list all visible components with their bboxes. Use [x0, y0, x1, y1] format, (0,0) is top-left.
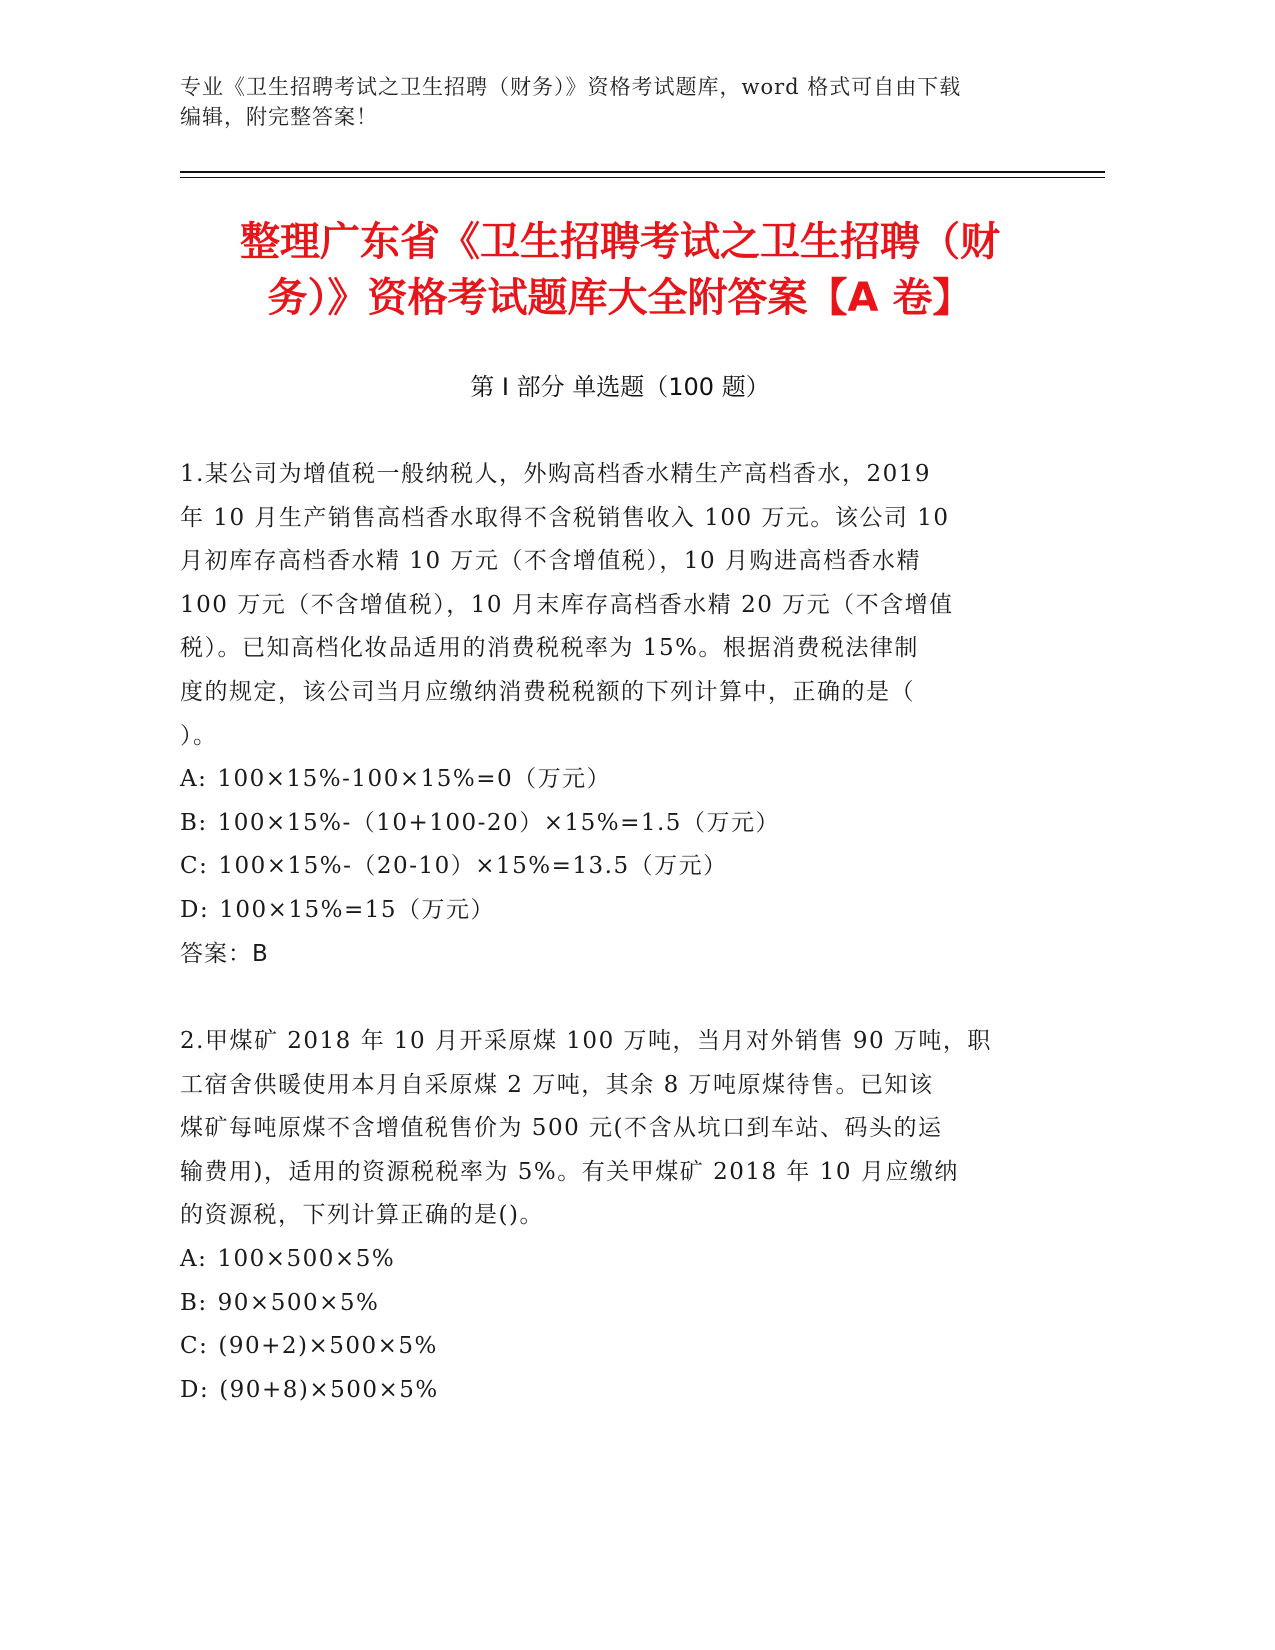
question-1-option-a	[180, 758, 1030, 802]
document-title	[180, 214, 1060, 326]
question-1-line-5: 税）。已知高档化妆品适用的消费税税率为 15%。根据消费税法律制	[180, 635, 919, 662]
option-text: 100×15%-（10+100-20）×15%=1.5（万元）	[217, 809, 780, 836]
document-title-line-2: 务）》资格考试题库大全附答案【A 卷】	[267, 275, 973, 321]
option-key: D:	[180, 896, 210, 923]
question-1-option-b	[180, 802, 1030, 846]
question-2-option-b	[180, 1282, 1030, 1326]
question-1	[180, 453, 1030, 976]
header-note-line-2: 编辑，附完整答案！	[180, 105, 378, 129]
option-key: B:	[180, 1289, 208, 1316]
question-1-line-1: 1.某公司为增值税一般纳税人，外购高档香水精生产高档香水，2019	[180, 461, 931, 487]
option-key: D:	[180, 1376, 210, 1403]
option-key: B:	[180, 809, 208, 836]
header-divider-thin	[180, 177, 1105, 178]
question-1-line-3: 月初库存高档香水精 10 万元（不含增值税），10 月购进高档香水精	[180, 548, 921, 575]
option-key: A:	[180, 766, 208, 793]
question-2	[180, 1020, 1030, 1412]
header-divider-thick	[180, 171, 1105, 173]
section-title: 第 I 部分 单选题（100 题）	[470, 373, 770, 401]
option-text: 100×15%-（20-10）×15%=13.5（万元）	[218, 853, 728, 880]
question-2-line-2: 工宿舍供暖使用本月自采原煤 2 万吨，其余 8 万吨原煤待售。已知该	[180, 1071, 934, 1098]
question-1-answer: 答案：B	[180, 940, 269, 967]
option-text: 100×500×5%	[217, 1245, 396, 1272]
option-text: (90+2)×500×5%	[218, 1333, 438, 1360]
question-2-option-c	[180, 1325, 1030, 1369]
document-title-line-1: 整理广东省《卫生招聘考试之卫生招聘（财	[240, 219, 1000, 265]
question-1-line-4: 100 万元（不含增值税），10 月末库存高档香水精 20 万元（不含增值	[180, 591, 954, 618]
option-text: 100×15%-100×15%=0（万元）	[217, 766, 612, 793]
question-2-line-1: 2.甲煤矿 2018 年 10 月开采原煤 100 万吨，当月对外销售 90 万吨，职	[180, 1028, 992, 1054]
option-key: A:	[180, 1245, 208, 1272]
header-note-line-1: 专业《卫生招聘考试之卫生招聘（财务）》资格考试题库，word 格式可自由下载	[180, 75, 962, 99]
question-1-option-d	[180, 889, 1030, 933]
option-text: 100×15%=15（万元）	[219, 896, 496, 923]
question-2-line-5: 的资源税，下列计算正确的是()。	[180, 1202, 544, 1229]
question-2-option-d	[180, 1369, 1030, 1413]
header-note	[180, 72, 1060, 132]
question-1-line-6: 度的规定，该公司当月应缴纳消费税税额的下列计算中，正确的是（	[180, 678, 915, 705]
option-key: C:	[180, 853, 209, 880]
option-key: C:	[180, 1333, 209, 1360]
question-1-line-2: 年 10 月生产销售高档香水取得不含税销售收入 100 万元。该公司 10	[180, 504, 950, 531]
question-2-line-4: 输费用)，适用的资源税税率为 5%。有关甲煤矿 2018 年 10 月应缴纳	[180, 1158, 959, 1185]
question-2-line-3: 煤矿每吨原煤不含增值税售价为 500 元(不含从坑口到车站、码头的运	[180, 1115, 943, 1142]
option-text: (90+8)×500×5%	[219, 1376, 439, 1403]
question-1-line-7: ）。	[180, 722, 218, 749]
question-2-option-a	[180, 1238, 1030, 1282]
option-text: 90×500×5%	[217, 1289, 380, 1316]
question-1-option-c	[180, 845, 1030, 889]
